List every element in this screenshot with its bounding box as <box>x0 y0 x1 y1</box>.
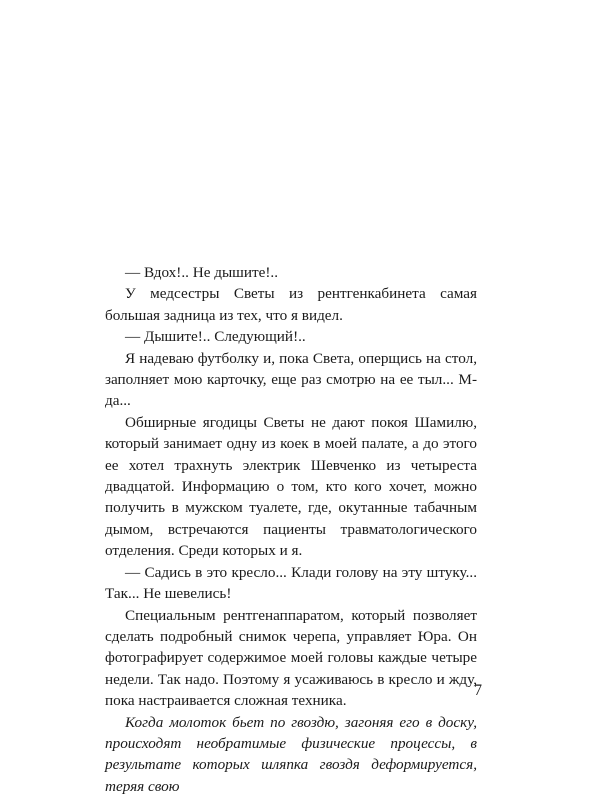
paragraph-1: — Вдох!.. Не дышите!.. <box>125 264 279 281</box>
paragraph-2: У медсестры Светы из рентгенкабинета самая большая задница из тех, что я видел. <box>105 285 477 324</box>
paragraph-5: Обширные ягодицы Светы не дают покоя Шамилю, который занимает одну из коек в моей палате, а до этого ее хотел трахнуть электрик Шевченко из четыреста двадцатой. Информацию о том, кто кого хочет, можно получить в мужском туалете, где, окутанные табачным дымом, встречаются пациенты травматологического отделения. Среди которых и я. <box>105 413 477 560</box>
paragraph-4: Я надеваю футболку и, пока Света, оперщись на стол, заполняет мою карточку, еще раз смотрю на ее тыл... М-да... <box>105 349 477 410</box>
paragraph-7: Специальным рентгенаппаратом, который позволяет сделать подробный снимок черепа, управляет Юра. Он фотографирует содержимое моей головы каждые четыре недели. Так надо. Поэтому я усаживаюсь в кресло и жду, пока настраивается сложная техника. <box>105 606 477 710</box>
body-text <box>105 262 477 797</box>
paragraph-8-italic: Когда молоток бьет по гвоздю, загоняя его в доску, происходят необратимые физические процессы, в результате которых шляпка гвоздя деформируется, теряя свою <box>105 713 477 795</box>
paragraph-3: — Дышите!.. Следующий!.. <box>125 328 306 346</box>
paragraph-6: — Садись в это кресло... Клади голову на эту штуку... Так... Не шевелись! <box>105 563 477 603</box>
page-number: 7 <box>474 682 482 699</box>
